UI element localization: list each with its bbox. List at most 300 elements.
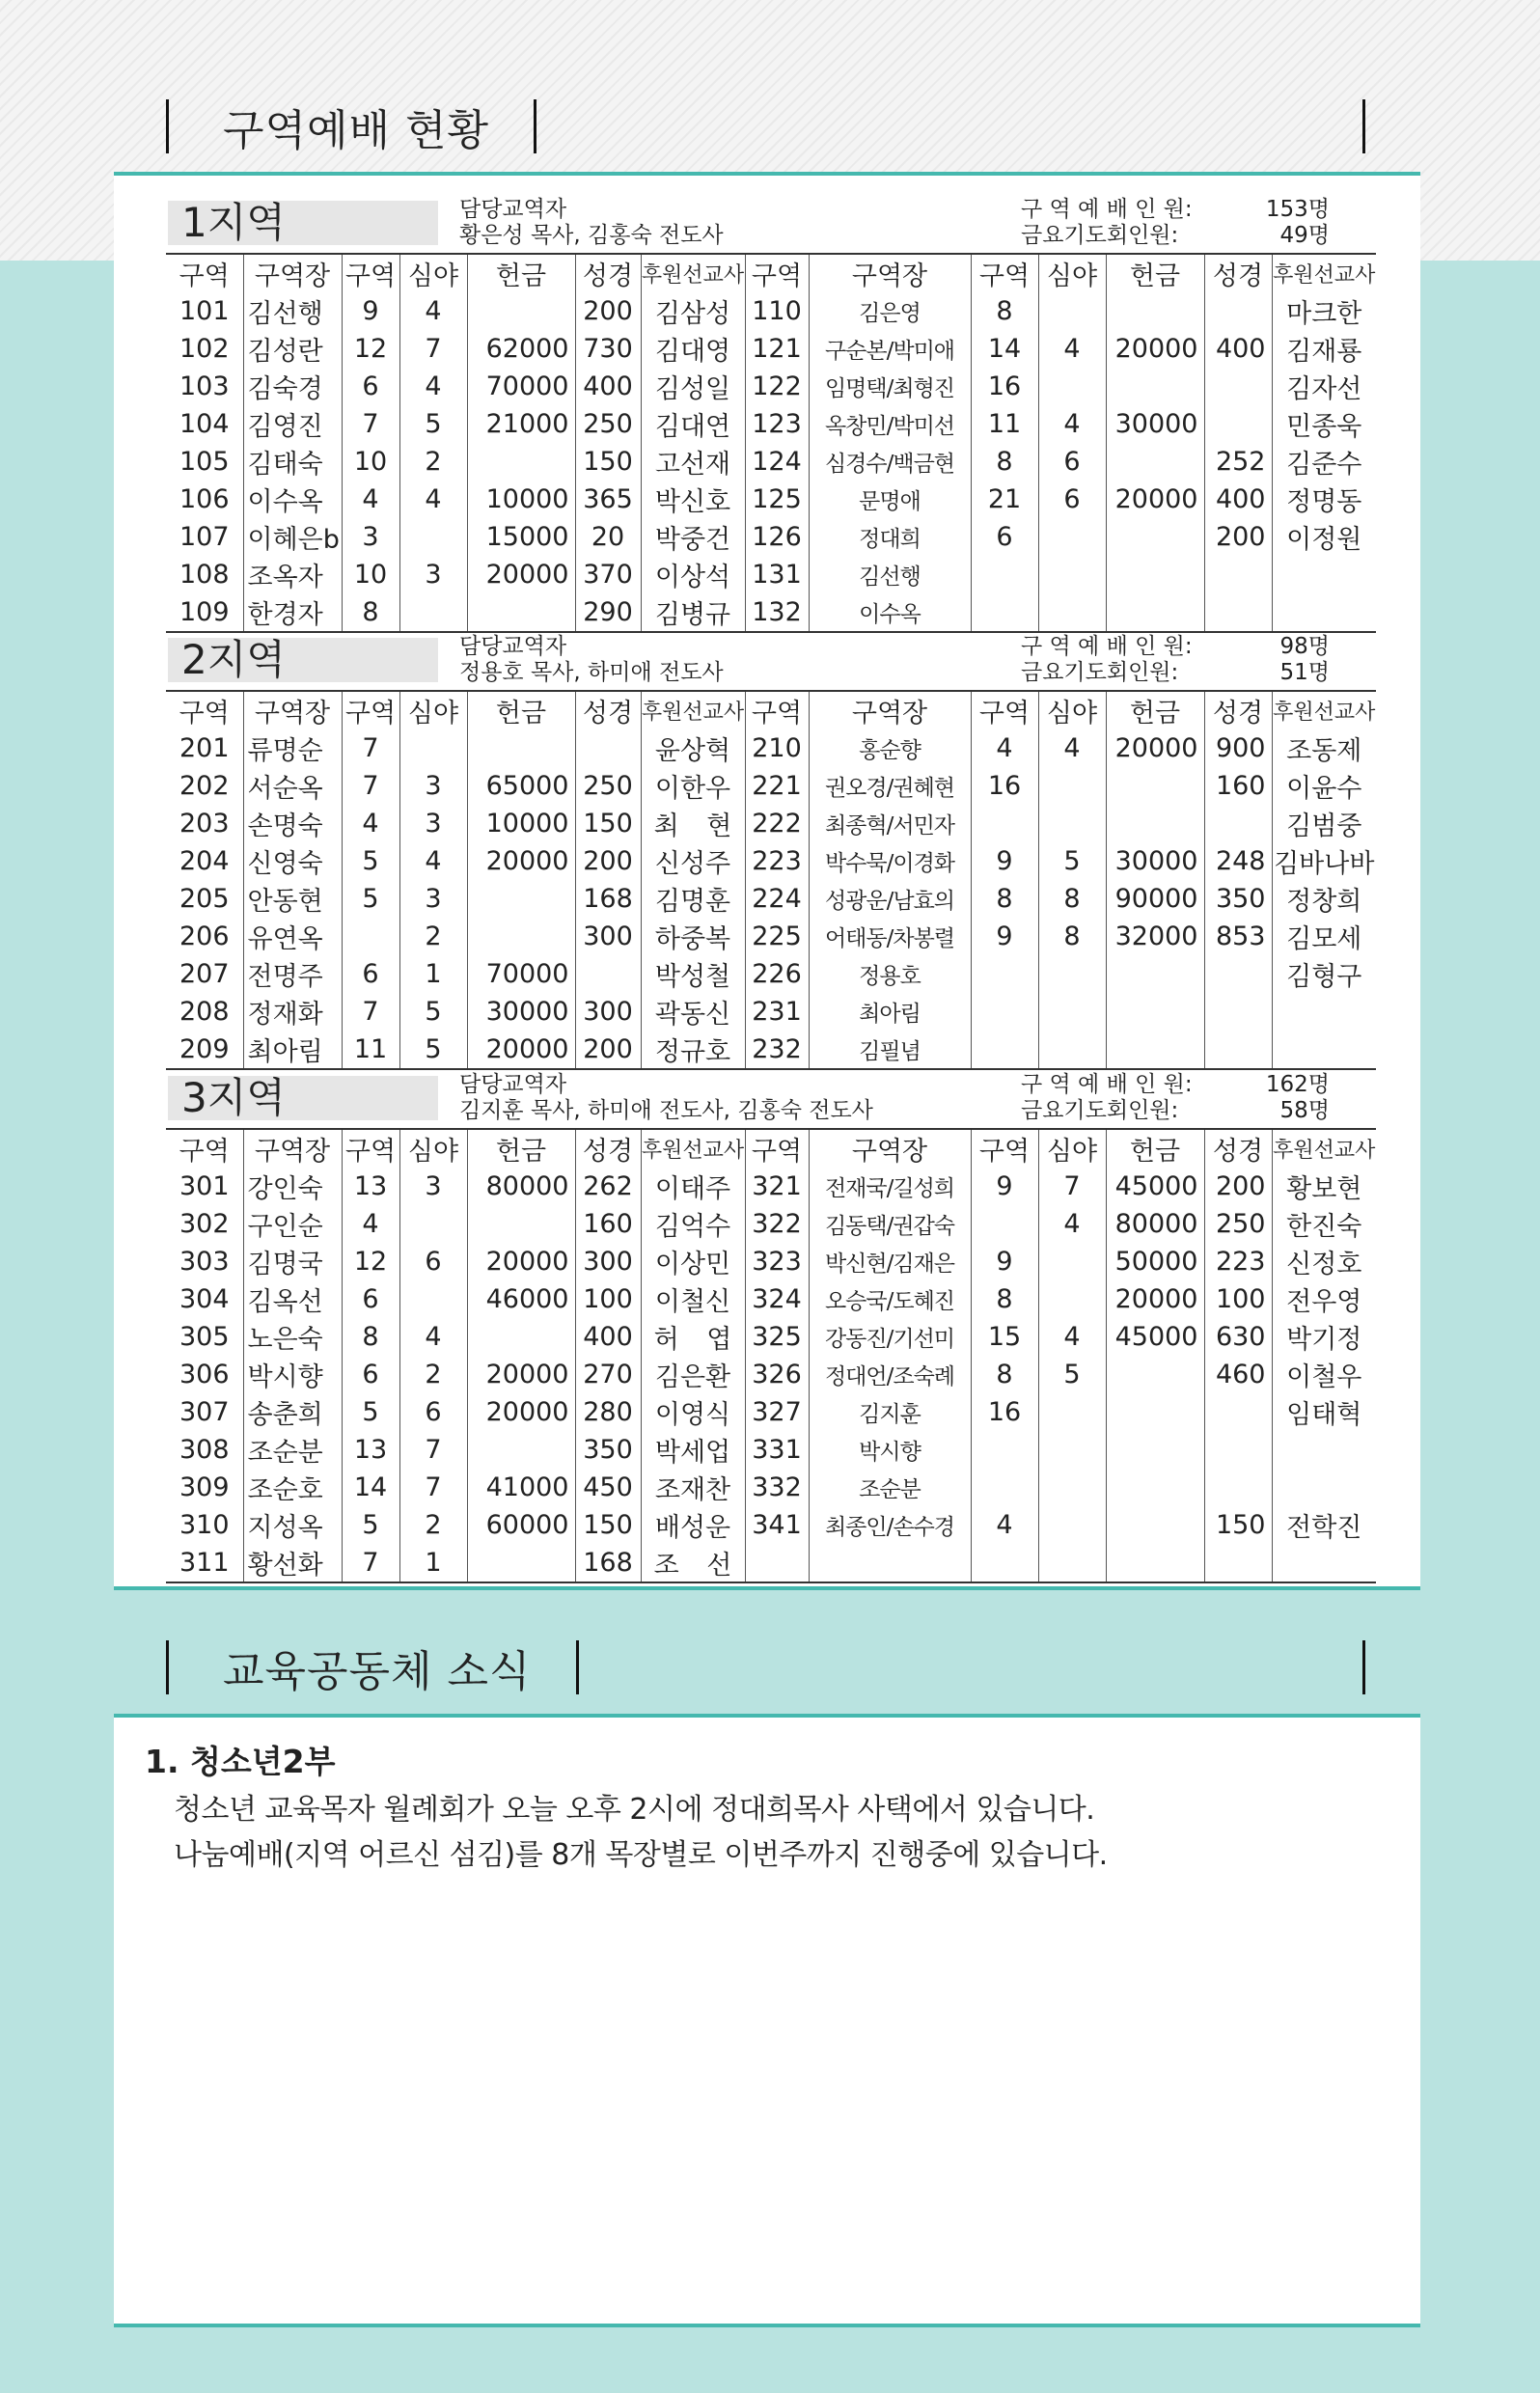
table-cell [1204, 292, 1272, 330]
table-cell: 15000 [467, 518, 575, 556]
table-cell [1106, 593, 1204, 632]
table-cell: 327 [745, 1393, 809, 1431]
table-cell: 최 현 [641, 805, 745, 842]
table-cell: 306 [179, 1360, 230, 1389]
table-cell: 107 [179, 522, 230, 552]
table-cell [971, 1469, 1038, 1506]
table-cell [1106, 955, 1204, 993]
table-row [166, 993, 1376, 1031]
table-cell: 6 [1038, 443, 1106, 481]
table-cell: 박수묵/이경화 [809, 842, 971, 880]
table-cell: 5 [342, 1506, 399, 1544]
table-cell: 350 [575, 1431, 641, 1469]
table-cell: 서순옥 [243, 767, 342, 805]
table-cell: 32000 [1106, 918, 1204, 955]
column-header-offering-col: 헌금 [467, 1129, 575, 1168]
table-row [166, 1506, 1376, 1544]
table-cell: 7 [399, 1431, 467, 1469]
column-header-count-col: 구역 [971, 691, 1038, 729]
table-cell [971, 1031, 1038, 1069]
table-cell: 21 [971, 481, 1038, 518]
table-cell: 231 [745, 993, 809, 1031]
table-cell [1038, 1506, 1106, 1544]
table-cell: 김숙경 [243, 368, 342, 405]
region-block [166, 632, 1376, 1070]
table-cell: 310 [179, 1510, 230, 1540]
table-row [166, 1205, 1376, 1243]
table-cell: 3 [399, 1168, 467, 1205]
table-row [166, 1318, 1376, 1356]
table-cell [971, 1544, 1038, 1582]
table-cell [1106, 292, 1204, 330]
table-cell: 30000 [1106, 405, 1204, 443]
table-cell: 곽동신 [641, 993, 745, 1031]
table-cell [1106, 518, 1204, 556]
table-cell: 370 [575, 556, 641, 593]
table-cell: 102 [179, 334, 230, 364]
table-cell: 250 [1204, 1205, 1272, 1243]
table-cell: 350 [1204, 880, 1272, 918]
table-cell [1038, 1544, 1106, 1582]
region-counts [1021, 634, 1330, 686]
table-cell [1106, 1469, 1204, 1506]
column-header-bible-col: 성경 [575, 1129, 641, 1168]
table-cell [971, 1205, 1038, 1243]
table-cell: 3 [399, 556, 467, 593]
table-cell: 1 [399, 1544, 467, 1582]
section-header-education [166, 1637, 579, 1697]
table-cell: 341 [745, 1506, 809, 1544]
prayer-count: 58명 [1279, 1098, 1330, 1123]
table-cell: 20 [575, 518, 641, 556]
table-row [166, 1168, 1376, 1205]
table-cell: 조순분 [243, 1431, 342, 1469]
column-header-count-col: 구역 [342, 254, 399, 292]
table-cell [1106, 556, 1204, 593]
table-row [166, 405, 1376, 443]
table-cell: 307 [179, 1397, 230, 1427]
table-cell [467, 1318, 575, 1356]
table-cell: 252 [1204, 443, 1272, 481]
table-row [166, 556, 1376, 593]
table-cell [1204, 405, 1272, 443]
region-table [166, 253, 1376, 633]
table-cell [1106, 1431, 1204, 1469]
table-cell: 21000 [467, 405, 575, 443]
table-cell [467, 593, 575, 632]
table-cell: 조옥자 [243, 556, 342, 593]
table-row [166, 518, 1376, 556]
table-cell: 권오경/권혜현 [809, 767, 971, 805]
table-cell: 민종욱 [1272, 405, 1376, 443]
table-cell [1038, 1393, 1106, 1431]
table-cell: 김대영 [641, 330, 745, 368]
table-cell: 400 [1204, 481, 1272, 518]
table-cell: 4 [342, 1205, 399, 1243]
table-cell: 7 [342, 405, 399, 443]
column-header-night-col: 심야 [1038, 254, 1106, 292]
table-cell: 16 [971, 368, 1038, 405]
table-cell: 223 [1204, 1243, 1272, 1280]
table-cell: 이영식 [641, 1393, 745, 1431]
table-cell: 전학진 [1272, 1506, 1376, 1544]
table-cell [745, 1544, 809, 1582]
worship-count: 162명 [1265, 1072, 1330, 1097]
leader-title: 담당교역자 [459, 197, 567, 222]
table-cell: 100 [575, 1280, 641, 1318]
table-cell [1204, 1431, 1272, 1469]
table-cell: 5 [342, 1393, 399, 1431]
table-cell: 박중건 [641, 518, 745, 556]
header-bar-far-right [1362, 99, 1365, 153]
table-cell: 류명순 [243, 729, 342, 767]
table-cell: 김동택/권갑숙 [809, 1205, 971, 1243]
table-cell: 김병규 [641, 593, 745, 632]
table-cell [971, 1431, 1038, 1469]
table-cell: 205 [179, 884, 230, 914]
worship-count: 98명 [1279, 634, 1330, 659]
table-cell: 222 [745, 805, 809, 842]
table-cell: 223 [745, 842, 809, 880]
region-block [166, 195, 1376, 633]
table-cell: 225 [745, 918, 809, 955]
table-cell [1204, 993, 1272, 1031]
table-cell: 안동현 [243, 880, 342, 918]
table-cell: 30000 [467, 993, 575, 1031]
table-cell: 6 [342, 955, 399, 993]
column-header-bible-col: 성경 [1204, 254, 1272, 292]
table-cell [1038, 1243, 1106, 1280]
table-row [166, 1544, 1376, 1582]
table-cell: 4 [1038, 729, 1106, 767]
table-cell: 정규호 [641, 1031, 745, 1069]
prayer-count-label: 금요기도회인원: [1021, 660, 1179, 685]
table-cell: 6 [399, 1393, 467, 1431]
table-cell [1272, 593, 1376, 632]
table-cell: 7 [342, 767, 399, 805]
table-cell: 331 [745, 1431, 809, 1469]
table-cell: 90000 [1106, 880, 1204, 918]
table-cell [1272, 1431, 1376, 1469]
column-header-leader-col: 구역장 [809, 1129, 971, 1168]
table-cell: 62000 [467, 330, 575, 368]
table-cell: 100 [1204, 1280, 1272, 1318]
table-cell: 41000 [467, 1469, 575, 1506]
table-cell: 4 [399, 368, 467, 405]
table-cell: 303 [179, 1247, 230, 1277]
table-cell [1106, 1393, 1204, 1431]
leader-names: 황은성 목사, 김홍숙 전도사 [459, 223, 724, 248]
table-cell: 4 [1038, 1318, 1106, 1356]
table-cell: 206 [179, 921, 230, 951]
table-cell: 이한우 [641, 767, 745, 805]
table-cell: 3 [342, 518, 399, 556]
table-cell: 5 [399, 993, 467, 1031]
table-cell [1038, 993, 1106, 1031]
table-cell: 김선행 [809, 556, 971, 593]
news-line: 나눔예배(지역 어르신 섬김)를 8개 목장별로 이번주까지 진행중에 있습니다. [174, 1838, 1108, 1872]
table-cell: 106 [179, 484, 230, 514]
table-cell [1038, 556, 1106, 593]
table-cell: 김억수 [641, 1205, 745, 1243]
table-cell: 2 [399, 918, 467, 955]
table-cell: 김은영 [809, 292, 971, 330]
table-cell: 323 [745, 1243, 809, 1280]
column-header-offering-col: 헌금 [1106, 1129, 1204, 1168]
table-cell [1106, 1544, 1204, 1582]
table-cell: 전재국/길성희 [809, 1168, 971, 1205]
table-cell: 5 [399, 405, 467, 443]
table-cell: 4 [342, 805, 399, 842]
table-row [166, 1356, 1376, 1393]
table-cell [1204, 556, 1272, 593]
table-cell: 박신호 [641, 481, 745, 518]
table-cell: 309 [179, 1472, 230, 1502]
table-row [166, 1243, 1376, 1280]
column-header-count-col: 구역 [342, 691, 399, 729]
table-cell: 20000 [1106, 481, 1204, 518]
header-bar-far-right [1362, 1640, 1365, 1694]
table-cell: 박시향 [243, 1356, 342, 1393]
table-cell: 202 [179, 771, 230, 801]
table-cell: 9 [971, 1243, 1038, 1280]
table-cell: 200 [1204, 1168, 1272, 1205]
table-cell: 김준수 [1272, 443, 1376, 481]
table-cell: 853 [1204, 918, 1272, 955]
table-cell: 60000 [467, 1506, 575, 1544]
table-row [166, 292, 1376, 330]
table-cell: 20000 [1106, 729, 1204, 767]
table-cell [1204, 1031, 1272, 1069]
table-row [166, 880, 1376, 918]
table-cell: 4 [1038, 405, 1106, 443]
table-cell: 460 [1204, 1356, 1272, 1393]
table-cell [971, 593, 1038, 632]
table-cell: 신영숙 [243, 842, 342, 880]
column-header-count-col: 구역 [342, 1129, 399, 1168]
prayer-count-label: 금요기도회인원: [1021, 1098, 1179, 1123]
region-leaders [459, 197, 724, 249]
table-row [166, 1031, 1376, 1069]
table-cell: 630 [1204, 1318, 1272, 1356]
table-cell: 4 [1038, 1205, 1106, 1243]
table-cell: 구순본/박미애 [809, 330, 971, 368]
table-cell [1106, 1356, 1204, 1393]
table-cell [1272, 1544, 1376, 1582]
table-cell [1038, 368, 1106, 405]
column-header-region-col: 구역 [179, 699, 230, 729]
column-header-night-col: 심야 [399, 691, 467, 729]
table-cell: 노은숙 [243, 1318, 342, 1356]
table-cell: 400 [1204, 330, 1272, 368]
table-cell: 김지훈 [809, 1393, 971, 1431]
table-cell: 이상석 [641, 556, 745, 593]
table-cell: 301 [179, 1171, 230, 1201]
table-cell: 손명숙 [243, 805, 342, 842]
table-cell: 20000 [467, 1393, 575, 1431]
table-cell [467, 443, 575, 481]
table-cell: 홍순향 [809, 729, 971, 767]
table-cell: 박성철 [641, 955, 745, 993]
table-cell: 16 [971, 767, 1038, 805]
table-cell [1106, 767, 1204, 805]
table-cell: 209 [179, 1034, 230, 1064]
column-header-missionary-col: 후원선교사 [641, 691, 745, 729]
table-cell: 김바나바 [1272, 842, 1376, 880]
table-cell [342, 918, 399, 955]
table-cell: 150 [575, 443, 641, 481]
table-cell: 150 [575, 805, 641, 842]
table-cell: 김대연 [641, 405, 745, 443]
table-cell [1106, 805, 1204, 842]
table-cell: 121 [745, 330, 809, 368]
table-cell: 12 [342, 1243, 399, 1280]
table-cell: 2 [399, 443, 467, 481]
table-cell: 262 [575, 1168, 641, 1205]
column-header-leader-col: 구역장 [243, 691, 342, 729]
table-cell: 46000 [467, 1280, 575, 1318]
worship-count-label: 구 역 예 배 인 원: [1021, 197, 1193, 222]
column-header-missionary-col: 후원선교사 [641, 1129, 745, 1168]
table-row [166, 1393, 1376, 1431]
table-cell: 5 [1038, 1356, 1106, 1393]
table-cell: 450 [575, 1469, 641, 1506]
table-cell: 10 [342, 443, 399, 481]
table-cell: 104 [179, 409, 230, 439]
table-cell: 최종인/손수경 [809, 1506, 971, 1544]
table-row [166, 481, 1376, 518]
table-row [166, 767, 1376, 805]
table-cell: 조 선 [641, 1544, 745, 1582]
worship-count-label: 구 역 예 배 인 원: [1021, 1072, 1193, 1097]
table-cell: 윤상혁 [641, 729, 745, 767]
region-leaders [459, 1072, 873, 1124]
table-cell: 김재룡 [1272, 330, 1376, 368]
table-cell: 6 [342, 1280, 399, 1318]
table-cell: 248 [1204, 842, 1272, 880]
table-cell: 어태동/차봉렬 [809, 918, 971, 955]
leader-title: 담당교역자 [459, 634, 567, 659]
table-cell: 김필념 [809, 1031, 971, 1069]
table-cell: 300 [575, 1243, 641, 1280]
table-cell: 160 [1204, 767, 1272, 805]
table-cell: 326 [745, 1356, 809, 1393]
table-cell [1106, 993, 1204, 1031]
table-cell: 232 [745, 1031, 809, 1069]
table-cell: 302 [179, 1209, 230, 1239]
table-cell: 50000 [1106, 1243, 1204, 1280]
region-table [166, 1128, 1376, 1583]
table-cell: 4 [342, 481, 399, 518]
table-cell: 문명애 [809, 481, 971, 518]
table-cell: 14 [342, 1469, 399, 1506]
table-cell: 200 [575, 292, 641, 330]
table-cell: 3 [399, 880, 467, 918]
table-cell: 13 [342, 1431, 399, 1469]
table-cell: 20000 [467, 556, 575, 593]
table-cell: 8 [971, 1356, 1038, 1393]
table-cell: 8 [971, 880, 1038, 918]
table-cell: 321 [745, 1168, 809, 1205]
table-cell: 7 [399, 1469, 467, 1506]
table-cell: 허 엽 [641, 1318, 745, 1356]
table-cell: 900 [1204, 729, 1272, 767]
table-cell [1272, 1469, 1376, 1506]
table-cell: 7 [1038, 1168, 1106, 1205]
table-cell: 160 [575, 1205, 641, 1243]
leader-names: 정용호 목사, 하미애 전도사 [459, 660, 724, 685]
table-cell: 최종혁/서민자 [809, 805, 971, 842]
column-header-region-col: 구역 [179, 1137, 230, 1167]
table-cell: 하중복 [641, 918, 745, 955]
table-cell [467, 880, 575, 918]
table-cell: 10000 [467, 481, 575, 518]
table-cell: 황선화 [243, 1544, 342, 1582]
table-cell: 11 [342, 1031, 399, 1069]
table-cell: 이혜은b [243, 518, 342, 556]
table-cell: 김형구 [1272, 955, 1376, 993]
table-cell: 이정원 [1272, 518, 1376, 556]
table-cell: 109 [179, 597, 230, 627]
table-cell: 이수옥 [809, 593, 971, 632]
table-cell [971, 955, 1038, 993]
table-cell: 122 [745, 368, 809, 405]
table-cell: 최아림 [809, 993, 971, 1031]
table-cell: 20000 [467, 1031, 575, 1069]
table-cell [1038, 955, 1106, 993]
header-bar-right [576, 1640, 579, 1694]
table-cell: 208 [179, 997, 230, 1027]
table-cell: 280 [575, 1393, 641, 1431]
table-cell [1106, 443, 1204, 481]
table-cell [971, 805, 1038, 842]
table-cell: 옥창민/박미선 [809, 405, 971, 443]
table-cell: 5 [1038, 842, 1106, 880]
table-cell: 11 [971, 405, 1038, 443]
table-cell: 204 [179, 846, 230, 876]
table-cell: 4 [399, 1318, 467, 1356]
table-row [166, 1431, 1376, 1469]
table-cell: 전명주 [243, 955, 342, 993]
worship-count-label: 구 역 예 배 인 원: [1021, 634, 1193, 659]
table-cell: 207 [179, 959, 230, 989]
column-header-bible-col: 성경 [1204, 1129, 1272, 1168]
table-cell: 이태주 [641, 1168, 745, 1205]
table-cell: 200 [1204, 518, 1272, 556]
table-cell: 황보현 [1272, 1168, 1376, 1205]
table-cell: 80000 [467, 1168, 575, 1205]
table-cell [1038, 1031, 1106, 1069]
table-cell: 5 [342, 842, 399, 880]
table-cell: 123 [745, 405, 809, 443]
table-cell: 250 [575, 405, 641, 443]
table-cell: 고선재 [641, 443, 745, 481]
table-cell: 45000 [1106, 1168, 1204, 1205]
header-bar-right [534, 99, 536, 153]
table-cell: 80000 [1106, 1205, 1204, 1243]
table-cell: 송춘희 [243, 1393, 342, 1431]
region-header [166, 1070, 1376, 1128]
news-item [145, 1741, 1108, 1878]
table-cell: 3 [399, 805, 467, 842]
table-cell [1204, 1469, 1272, 1506]
column-header-region-col: 구역 [745, 254, 809, 292]
table-cell: 박신현/김재은 [809, 1243, 971, 1280]
column-header-night-col: 심야 [1038, 1129, 1106, 1168]
table-cell [467, 1431, 575, 1469]
leader-names: 김지훈 목사, 하미애 전도사, 김홍숙 전도사 [459, 1098, 873, 1123]
table-cell: 정용호 [809, 955, 971, 993]
